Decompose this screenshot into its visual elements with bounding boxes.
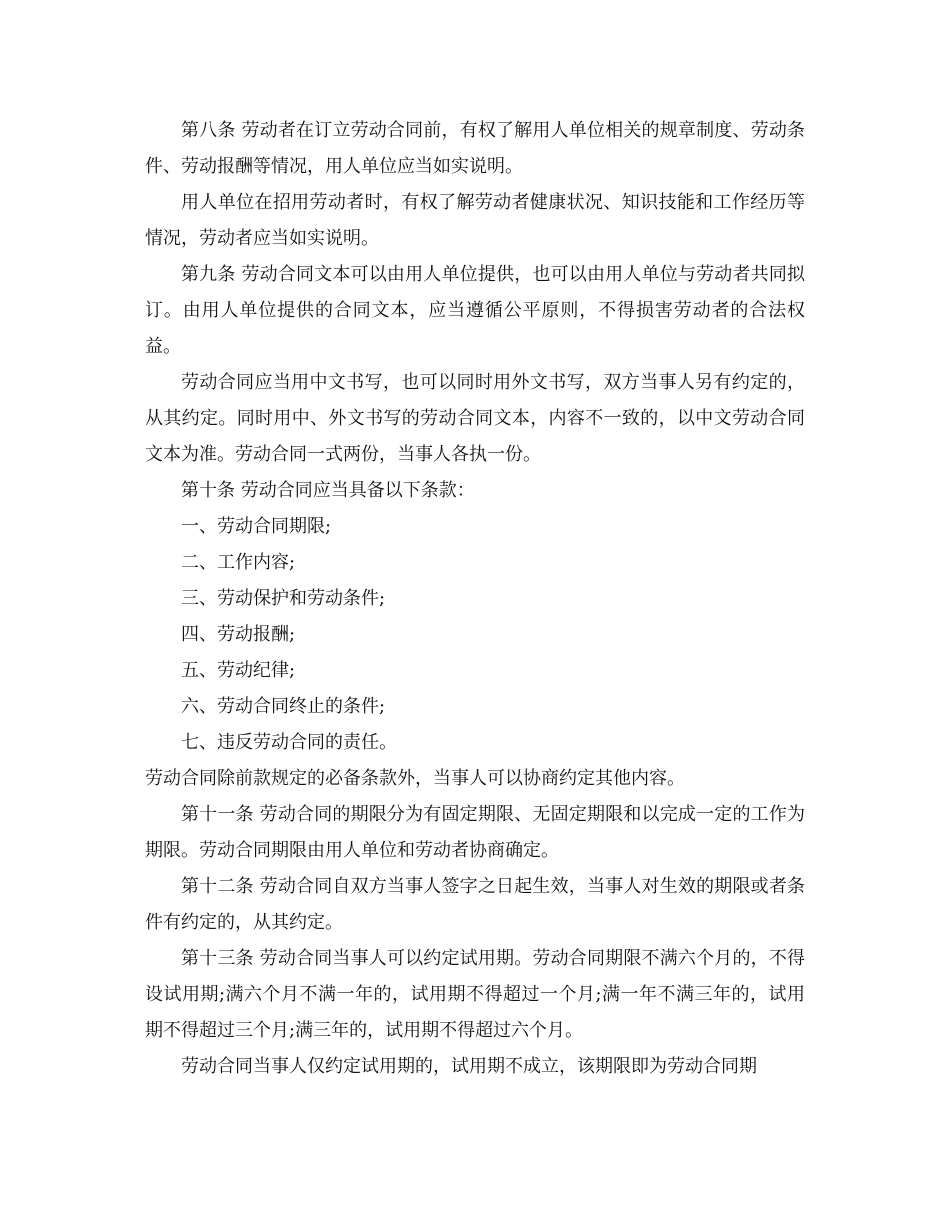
article-11-paragraph: 第十一条 劳动合同的期限分为有固定期限、无固定期限和以完成一定的工作为期限。劳动合同期限由用人单位和劳动者协商确定。: [145, 804, 805, 861]
article-12-paragraph: 第十二条 劳动合同自双方当事人签字之日起生效，当事人对生效的期限或者条件有约定的，从其约定。: [145, 876, 805, 933]
article-8-paragraph-2: 用人单位在招用劳动者时，有权了解劳动者健康状况、知识技能和工作经历等情况，劳动者应当如实说明。: [145, 192, 805, 249]
article-10-closing: 劳动合同除前款规定的必备条款外，当事人可以协商约定其他内容。: [145, 768, 685, 789]
list-item: 三、劳动保护和劳动条件;: [181, 588, 386, 609]
list-item: 四、劳动报酬;: [181, 624, 296, 645]
list-item: 七、违反劳动合同的责任。: [181, 732, 397, 753]
list-item: 一、劳动合同期限;: [181, 516, 332, 537]
document-body: [145, 113, 805, 1085]
article-9-paragraph-1: 第九条 劳动合同文本可以由用人单位提供，也可以由用人单位与劳动者共同拟订。由用人单位提供的合同文本，应当遵循公平原则，不得损害劳动者的合法权益。: [145, 264, 805, 357]
list-item: 五、劳动纪律;: [181, 660, 296, 681]
article-10-intro: 第十条 劳动合同应当具备以下条款：: [181, 480, 475, 501]
article-9-paragraph-2: 劳动合同应当用中文书写，也可以同时用外文书写，双方当事人另有约定的，从其约定。同时用中、外文书写的劳动合同文本，内容不一致的，以中文劳动合同文本为准。劳动合同一式两份，当事人各执一份。: [145, 372, 805, 465]
list-item: 六、劳动合同终止的条件;: [181, 696, 386, 717]
article-13-paragraph-2: 劳动合同当事人仅约定试用期的，试用期不成立，该期限即为劳动合同期: [181, 1056, 757, 1077]
article-13-paragraph-1: 第十三条 劳动合同当事人可以约定试用期。劳动合同期限不满六个月的，不得设试用期;满六个月不满一年的，试用期不得超过一个月;满一年不满三年的，试用期不得超过三个月;满三年的，试用期不得超过六个月。: [145, 948, 805, 1041]
article-8-paragraph-1: 第八条 劳动者在订立劳动合同前，有权了解用人单位相关的规章制度、劳动条件、劳动报酬等情况，用人单位应当如实说明。: [145, 120, 805, 177]
list-item: 二、工作内容;: [181, 552, 296, 573]
